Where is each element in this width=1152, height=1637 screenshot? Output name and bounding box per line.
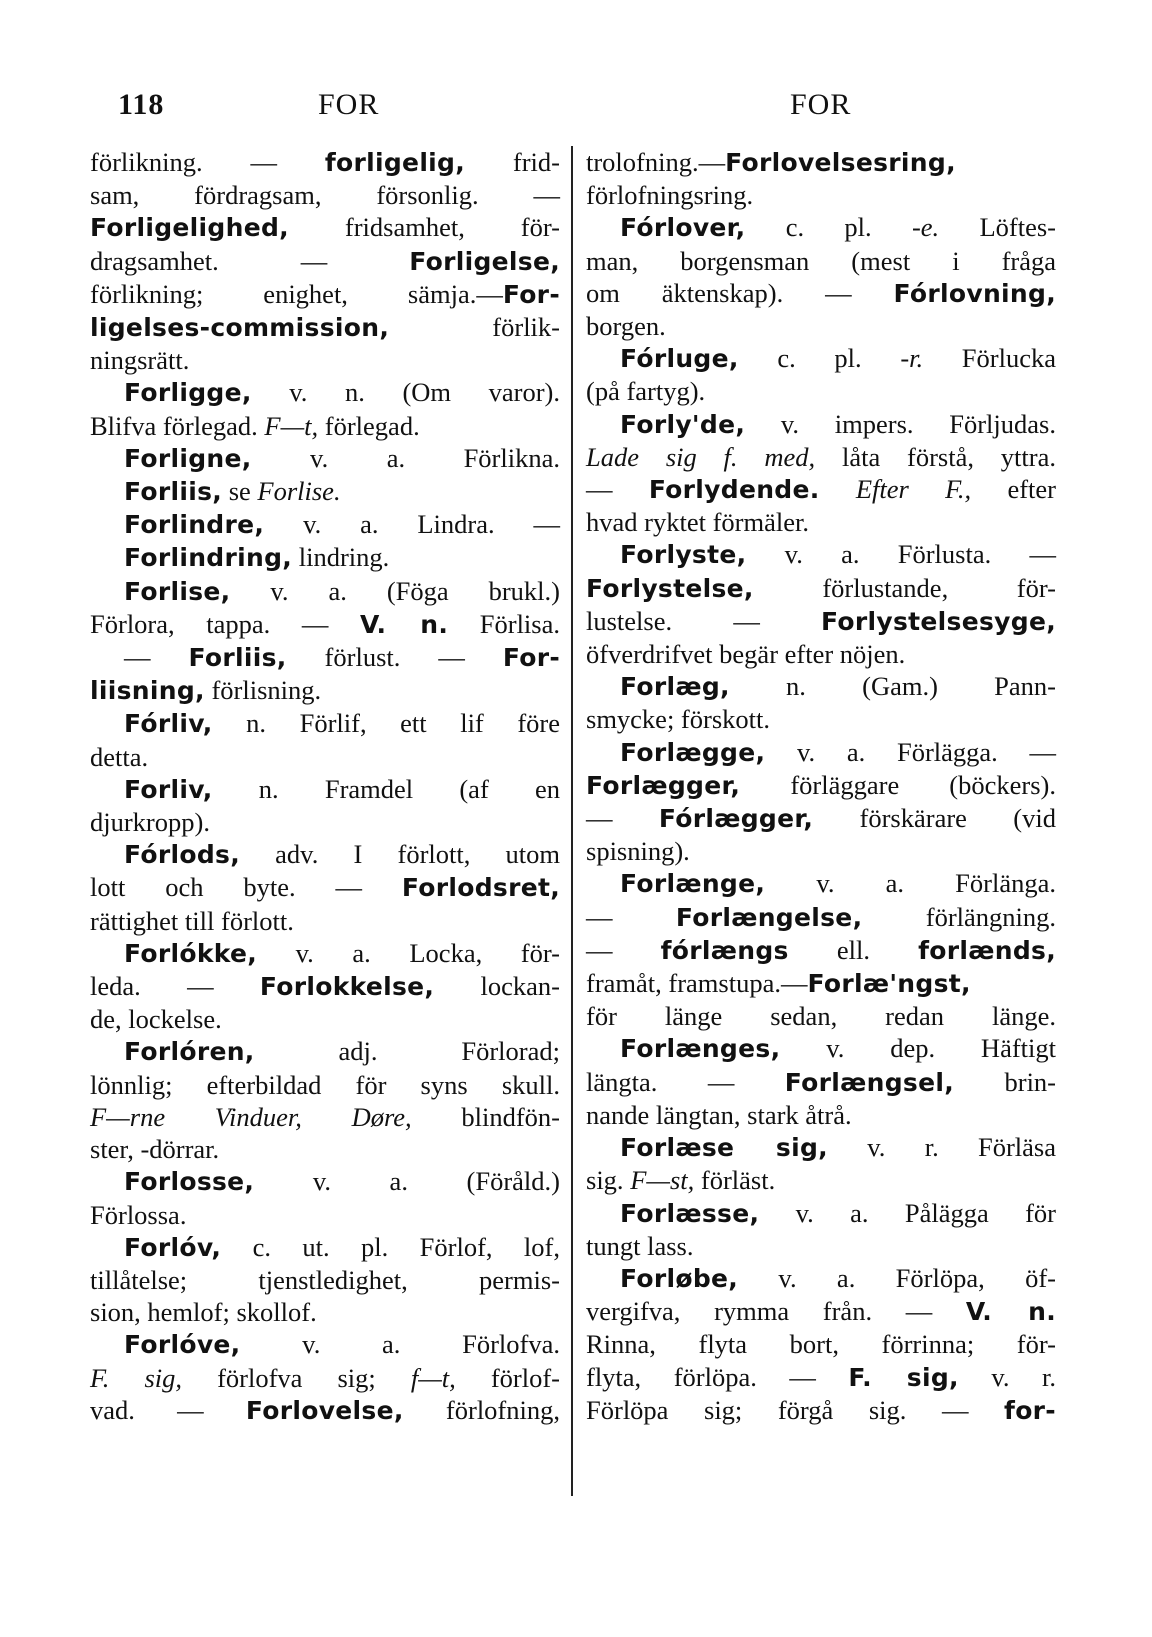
- definition-text: v. a. Förlikna.: [251, 442, 560, 473]
- entry-line: [586, 408, 1056, 441]
- definition-text: —: [586, 474, 649, 505]
- definition-text: förlisning.: [204, 675, 322, 706]
- entry-line: [90, 376, 560, 409]
- entry-line: [90, 1264, 560, 1296]
- definition-text: adj. Förlorad;: [254, 1036, 560, 1067]
- entry-line: [586, 473, 1056, 506]
- italic-text: Efter F.,: [855, 474, 972, 505]
- definition-text: framåt, framstupa.—: [586, 968, 808, 999]
- entry-line: [90, 1101, 560, 1133]
- entry-line: [90, 1296, 560, 1328]
- definition-text: längta. —: [586, 1066, 785, 1097]
- entry-line: [90, 344, 560, 376]
- definition-text: ningsrätt.: [90, 345, 190, 376]
- headword: Fórlægger,: [658, 804, 814, 834]
- running-head-right: FOR: [790, 88, 852, 121]
- italic-text: F—rne Vinduer, Døre,: [90, 1101, 412, 1132]
- headword: F. sig,: [848, 1362, 959, 1392]
- definition-text: förlikning; enighet, sämja.—: [90, 278, 503, 309]
- headword: Forlægge,: [620, 737, 766, 767]
- definition-text: tungt lass.: [586, 1230, 694, 1261]
- definition-text: Rinna, flyta bort, förrinna; för-: [586, 1329, 1056, 1360]
- definition-text: n. Förlif, ett lif före: [212, 708, 560, 739]
- page-number: 118: [118, 88, 165, 121]
- entry-line: [90, 674, 560, 707]
- entry-line: [586, 1066, 1056, 1099]
- definition-text: förlustande, för-: [753, 572, 1056, 603]
- definition-text: —: [586, 934, 661, 965]
- entry-line: [586, 638, 1056, 670]
- definition-text: —: [124, 642, 189, 673]
- italic-text: f—t,: [410, 1362, 456, 1393]
- column-divider: [571, 146, 573, 1496]
- definition-text: förlofva sig;: [182, 1362, 411, 1393]
- headword: Fórluge,: [620, 344, 739, 374]
- entry-line: [586, 211, 1056, 244]
- headword: Forlóve,: [124, 1330, 241, 1360]
- entry-line: [586, 572, 1056, 605]
- headword: Forligelighed,: [90, 213, 289, 243]
- definition-text: v. r.: [958, 1361, 1056, 1392]
- headword: Forlængsel,: [784, 1067, 955, 1097]
- definition-text: hvad ryktet förmäler.: [586, 507, 809, 538]
- entry-line: [586, 310, 1056, 342]
- entry-line: [586, 1164, 1056, 1196]
- definition-text: v. dep. Häftigt: [780, 1033, 1056, 1064]
- headword: fórlængs: [660, 935, 789, 965]
- entry-line: [90, 245, 560, 278]
- italic-text: -r.: [900, 343, 924, 374]
- entry-line: [90, 937, 560, 970]
- definition-text: nande längtan, stark åtrå.: [586, 1099, 852, 1130]
- definition-text: förlegad.: [318, 410, 420, 441]
- entry-line: [586, 1361, 1056, 1394]
- definition-text: låta förstå, yttra.: [815, 441, 1056, 472]
- headword: Forligne,: [124, 443, 252, 473]
- definition-text: lustelse. —: [586, 605, 822, 636]
- headword: Forløbe,: [620, 1263, 739, 1293]
- headword: V. n.: [965, 1297, 1056, 1327]
- headword: Forlystelse,: [586, 573, 754, 603]
- entry-line: [90, 442, 560, 475]
- entry-line: [586, 769, 1056, 802]
- definition-text: borgen.: [586, 311, 666, 342]
- running-head-left: FOR: [318, 88, 380, 121]
- entry-line: [586, 538, 1056, 571]
- definition-text: v. a. Förlägga. —: [765, 736, 1056, 767]
- definition-text: för länge sedan, redan länge.: [586, 1001, 1056, 1032]
- entry-line: [90, 905, 560, 937]
- entry-line: [90, 1165, 560, 1198]
- entry-line: [90, 1069, 560, 1101]
- definition-text: Förlucka: [923, 343, 1057, 374]
- entry-line: [90, 1328, 560, 1361]
- definition-text: förläst.: [694, 1165, 776, 1196]
- entry-line: [90, 1199, 560, 1231]
- definition-text: c. pl.: [738, 343, 901, 374]
- definition-text: ell.: [788, 934, 919, 965]
- definition-text: trolofning.—: [586, 147, 726, 177]
- definition-text: Löftes-: [939, 212, 1056, 243]
- entry-line: [586, 277, 1056, 310]
- definition-text: om äktenskap). —: [586, 277, 894, 308]
- headword: Forlovelsesring,: [725, 148, 956, 177]
- entry-line: [90, 311, 560, 344]
- entry-line: [90, 508, 560, 541]
- definition-text: ster, -dörrar.: [90, 1134, 220, 1165]
- definition-text: lockan-: [434, 971, 560, 1002]
- entry-line: [90, 475, 560, 508]
- entry-line: [90, 641, 560, 674]
- definition-text: c. ut. pl. Förlof, lof,: [221, 1231, 560, 1262]
- italic-text: -e.: [911, 212, 940, 243]
- entry-line: [586, 1131, 1056, 1164]
- definition-text: dragsamhet. —: [90, 245, 410, 276]
- entry-line: [90, 806, 560, 838]
- definition-text: förlofning,: [403, 1394, 560, 1425]
- headword: Forlæ'ngst,: [807, 969, 971, 999]
- definition-text: förlust. —: [286, 642, 503, 673]
- headword: Forlóv,: [124, 1232, 222, 1262]
- definition-text: se: [222, 476, 258, 507]
- headword: Forlæse sig,: [620, 1133, 828, 1163]
- entry-line: [586, 1328, 1056, 1360]
- entry-line: [90, 1394, 560, 1427]
- definition-text: frid-: [465, 147, 560, 177]
- definition-text: v. a. Pålägga för: [759, 1197, 1056, 1228]
- definition-text: n. Framdel (af en: [212, 773, 560, 804]
- entry-line: [586, 375, 1056, 407]
- definition-text: förlik-: [389, 312, 560, 343]
- definition-text: adv. I förlott, utom: [240, 839, 560, 870]
- entry-line: [586, 1197, 1056, 1230]
- italic-text: F—t,: [264, 410, 319, 441]
- definition-text: sam, fördragsam, försonlig. —: [90, 180, 560, 211]
- definition-text: Förlossa.: [90, 1199, 187, 1230]
- entry-line: [586, 506, 1056, 538]
- headword: Forly'de,: [620, 409, 746, 439]
- definition-text: rättighet till förlott.: [90, 905, 294, 936]
- headword: Forlodsret,: [401, 873, 560, 903]
- definition-text: efter: [971, 474, 1057, 505]
- definition-text: flyta, förlöpa. —: [586, 1361, 849, 1392]
- entry-line: [90, 179, 560, 211]
- headword: Forlydende.: [648, 475, 820, 505]
- entry-line: [90, 541, 560, 574]
- headword: Forlæg,: [620, 672, 730, 702]
- entry-line: [586, 967, 1056, 1000]
- definition-text: förlofningsring.: [586, 180, 754, 211]
- definition-text: spisning).: [586, 836, 690, 867]
- definition-text: v. a. Förlöpa, öf-: [738, 1262, 1056, 1293]
- definition-text: v. a. (Föråld.): [254, 1166, 560, 1197]
- headword: Forliv,: [124, 774, 213, 804]
- definition-text: brin-: [954, 1066, 1057, 1097]
- entry-line: [90, 146, 560, 179]
- definition-text: förläggare (böckers).: [740, 769, 1056, 800]
- definition-text: v. a. Locka, för-: [257, 937, 560, 968]
- definition-text: förlängning.: [862, 901, 1057, 932]
- headword: Forlise,: [124, 576, 231, 606]
- headword: Forlókke,: [124, 938, 258, 968]
- entry-line: [586, 867, 1056, 900]
- headword: Forlænges,: [620, 1034, 781, 1064]
- headword: Forlosse,: [124, 1167, 255, 1197]
- italic-text: Forlise.: [257, 476, 341, 507]
- headword: V. n.: [360, 609, 449, 639]
- definition-text: (på fartyg).: [586, 376, 706, 407]
- left-column: [90, 146, 560, 1427]
- entry-line: [586, 146, 1056, 179]
- headword: Forligge,: [124, 378, 252, 408]
- definition-text: öfverdrifvet begär efter nöjen.: [586, 639, 906, 670]
- headword: Forlæsse,: [620, 1198, 760, 1228]
- definition-text: v. n. (Om varor).: [251, 377, 560, 408]
- entry-line: [90, 838, 560, 871]
- headword: Forligelse,: [409, 246, 560, 276]
- headword: Fórlover,: [620, 213, 746, 243]
- definition-text: blindfön-: [411, 1101, 560, 1132]
- definition-text: Förlora, tappa. —: [90, 608, 361, 639]
- definition-text: de, lockelse.: [90, 1004, 222, 1035]
- entry-line: [90, 608, 560, 641]
- entry-line: [586, 670, 1056, 703]
- definition-text: v. a. Förlofva.: [240, 1329, 560, 1360]
- definition-text: Blifva förlegad.: [90, 410, 265, 441]
- definition-text: leda. —: [90, 971, 260, 1002]
- definition-text: tillåtelse; tjenstledighet, permis-: [90, 1264, 560, 1295]
- definition-text: v. impers. Förljudas.: [745, 408, 1056, 439]
- headword: Forlyste,: [620, 540, 747, 570]
- definition-text: n. (Gam.) Pann-: [729, 671, 1056, 702]
- headword: ligelses-commission,: [90, 313, 390, 343]
- entry-line: [586, 1230, 1056, 1262]
- definition-text: fridsamhet, för-: [288, 212, 560, 243]
- entry-line: [90, 1133, 560, 1165]
- headword: Forliis,: [188, 643, 287, 673]
- entry-line: [586, 934, 1056, 967]
- definition-text: lindring.: [292, 542, 390, 573]
- entry-line: [90, 773, 560, 806]
- definition-text: detta.: [90, 741, 149, 772]
- entry-line: [90, 575, 560, 608]
- definition-text: lott och byte. —: [90, 872, 402, 903]
- entry-line: [90, 211, 560, 244]
- definition-text: förskärare (vid: [813, 803, 1056, 834]
- headword: Forlovelse,: [245, 1395, 404, 1425]
- headword: Fórlods,: [124, 840, 240, 870]
- entry-line: [90, 410, 560, 442]
- entry-line: [586, 1295, 1056, 1328]
- entry-line: [586, 342, 1056, 375]
- entry-line: [90, 741, 560, 773]
- entry-line: [90, 278, 560, 311]
- headword: Forliis,: [124, 477, 223, 507]
- headword: Forlænge,: [620, 869, 766, 899]
- entry-line: [586, 901, 1056, 934]
- definition-text: förlof-: [455, 1362, 560, 1393]
- headword: Forlindring,: [124, 543, 293, 573]
- headword: Forlóren,: [124, 1037, 255, 1067]
- entry-line: [586, 179, 1056, 211]
- entry-line: [586, 736, 1056, 769]
- definition-text: vad. —: [90, 1394, 246, 1425]
- headword: liisning,: [90, 676, 205, 706]
- headword: Fórlovning,: [893, 278, 1056, 308]
- entry-line: [586, 802, 1056, 835]
- entry-line: [90, 970, 560, 1003]
- entry-line: [586, 605, 1056, 638]
- definition-text: förlikning. —: [90, 147, 325, 177]
- headword: For-: [502, 279, 560, 309]
- headword: Forlindre,: [124, 510, 265, 540]
- entry-line: [586, 245, 1056, 277]
- entry-line: [586, 1099, 1056, 1131]
- entry-line: [586, 835, 1056, 867]
- entry-line: [586, 703, 1056, 735]
- entry-line: [586, 1262, 1056, 1295]
- entry-line: [90, 1035, 560, 1068]
- headword: Fórliv,: [124, 709, 213, 739]
- right-column: [586, 146, 1056, 1427]
- headword: forlænds,: [918, 935, 1056, 965]
- headword: Forlængelse,: [675, 902, 863, 932]
- italic-text: F—st,: [630, 1165, 695, 1196]
- entry-line: [586, 1000, 1056, 1032]
- definition-text: lönnlig; efterbildad för syns skull.: [90, 1069, 560, 1100]
- entry-line: [586, 1032, 1056, 1065]
- definition-text: Förlisa.: [448, 608, 560, 639]
- headword: for-: [1004, 1395, 1056, 1425]
- definition-text: —: [586, 803, 659, 834]
- entry-line: [90, 1231, 560, 1264]
- definition-text: vergifva, rymma från. —: [586, 1296, 966, 1327]
- definition-text: v. a. (Föga brukl.): [230, 575, 560, 606]
- definition-text: djurkropp).: [90, 807, 210, 838]
- definition-text: smycke; förskott.: [586, 704, 770, 735]
- definition-text: Förlöpa sig; förgå sig. —: [586, 1394, 1005, 1425]
- entry-line: [90, 707, 560, 740]
- italic-text: F. sig,: [90, 1362, 183, 1393]
- headword: Forlægger,: [586, 770, 741, 800]
- headword: Forlystelsesyge,: [821, 606, 1056, 636]
- definition-text: sion, hemlof; skollof.: [90, 1297, 317, 1328]
- entry-line: [90, 871, 560, 904]
- definition-text: v. r. Förläsa: [827, 1132, 1056, 1163]
- definition-text: c. pl.: [745, 212, 912, 243]
- entry-line: [90, 1362, 560, 1394]
- definition-text: man, borgensman (mest i fråga: [586, 245, 1056, 276]
- definition-text: v. a. Lindra. —: [264, 509, 560, 540]
- definition-text: v. a. Förlänga.: [765, 868, 1056, 899]
- headword: Forlokkelse,: [259, 972, 435, 1002]
- definition-text: [820, 474, 856, 504]
- definition-text: sig.: [586, 1165, 631, 1196]
- italic-text: Lade sig f. med,: [586, 441, 816, 472]
- entry-line: [586, 441, 1056, 473]
- definition-text: —: [586, 901, 676, 932]
- entry-line: [90, 1003, 560, 1035]
- definition-text: v. a. Förlusta. —: [746, 539, 1056, 570]
- headword: forligelig,: [324, 148, 466, 177]
- headword: For-: [502, 643, 561, 673]
- entry-line: [586, 1394, 1056, 1427]
